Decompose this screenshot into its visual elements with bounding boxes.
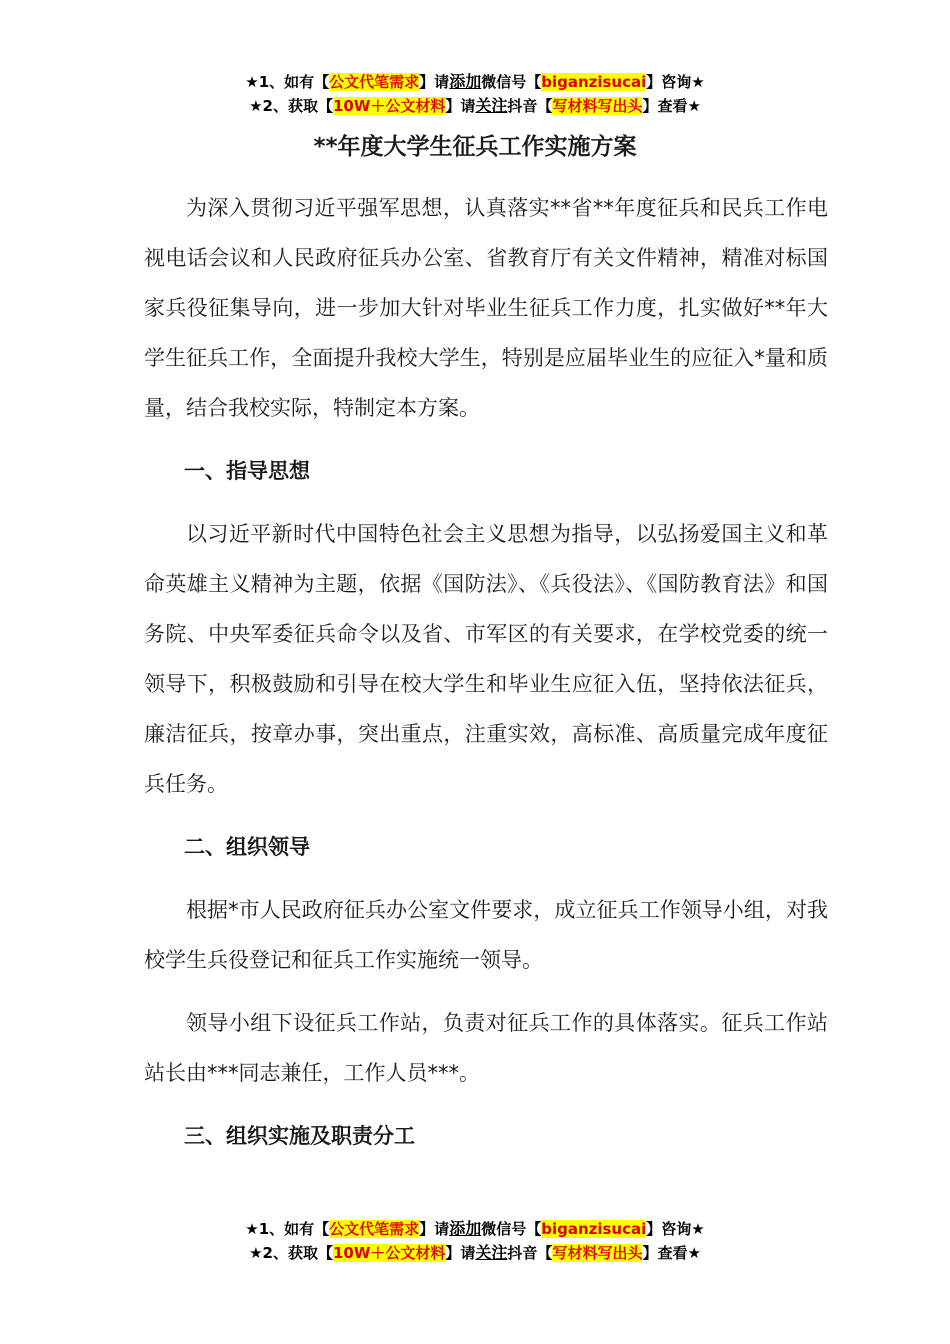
intro-paragraph: 为深入贯彻习近平强军思想，认真落实**省**年度征兵和民兵工作电视电话会议和人民政府征兵办公室、省教育厅有关文件精神，精准对标国家兵役征集导向，进一步加大针对毕业生征兵工作力度，扎实做好**年大学生征兵工作，全面提升我校大学生，特别是应届毕业生的应征入*量和质量，结合我校实际，特制定本方案。: [144, 196, 828, 420]
section-paragraph-2a: 根据*市人民政府征兵办公室文件要求，成立征兵工作领导小组，对我校学生兵役登记和征兵工作实施统一领导。: [144, 898, 828, 972]
banner-line-2: ★2、获取【10W＋公文材料】请关注抖音【写材料写出头】查看★: [249, 1243, 701, 1262]
wechat-id: biganzisucai: [541, 73, 647, 91]
document-title: **年度大学生征兵工作实施方案: [313, 134, 637, 160]
highlight-materials: 10W＋公文材料: [332, 1244, 446, 1262]
footer-banner: [0, 1217, 950, 1265]
wechat-id: biganzisucai: [541, 1220, 647, 1238]
highlight-service: 公文代笔需求: [329, 1220, 420, 1238]
section-heading-2: 二、组织领导: [184, 835, 310, 859]
douyin-id: 写材料写出头: [552, 97, 643, 115]
section-heading-3: 三、组织实施及职责分工: [184, 1124, 415, 1148]
highlight-service: 公文代笔需求: [329, 73, 420, 91]
section-heading-1: 一、指导思想: [184, 459, 310, 483]
section-paragraph-2b: 领导小组下设征兵工作站，负责对征兵工作的具体落实。征兵工作站站长由***同志兼任，工作人员***。: [144, 1011, 828, 1085]
banner-line-1: ★1、如有【公文代笔需求】请添加微信号【biganzisucai】咨询★: [245, 72, 705, 91]
section-paragraph-1: 以习近平新时代中国特色社会主义思想为指导，以弘扬爱国主义和革命英雄主义精神为主题，依据《国防法》、《兵役法》、《国防教育法》和国务院、中央军委征兵命令以及省、市军区的有关要求，在学校党委的统一领导下，积极鼓励和引导在校大学生和毕业生应征入伍，坚持依法征兵，廉洁征兵，按章办事，突出重点，注重实效，高标准、高质量完成年度征兵任务。: [144, 522, 828, 796]
header-banner: [0, 70, 950, 118]
douyin-id: 写材料写出头: [552, 1244, 643, 1262]
banner-line-2: ★2、获取【10W＋公文材料】请关注抖音【写材料写出头】查看★: [249, 96, 701, 115]
banner-line-1: ★1、如有【公文代笔需求】请添加微信号【biganzisucai】咨询★: [245, 1219, 705, 1238]
document-body: [144, 183, 828, 1161]
highlight-materials: 10W＋公文材料: [332, 97, 446, 115]
